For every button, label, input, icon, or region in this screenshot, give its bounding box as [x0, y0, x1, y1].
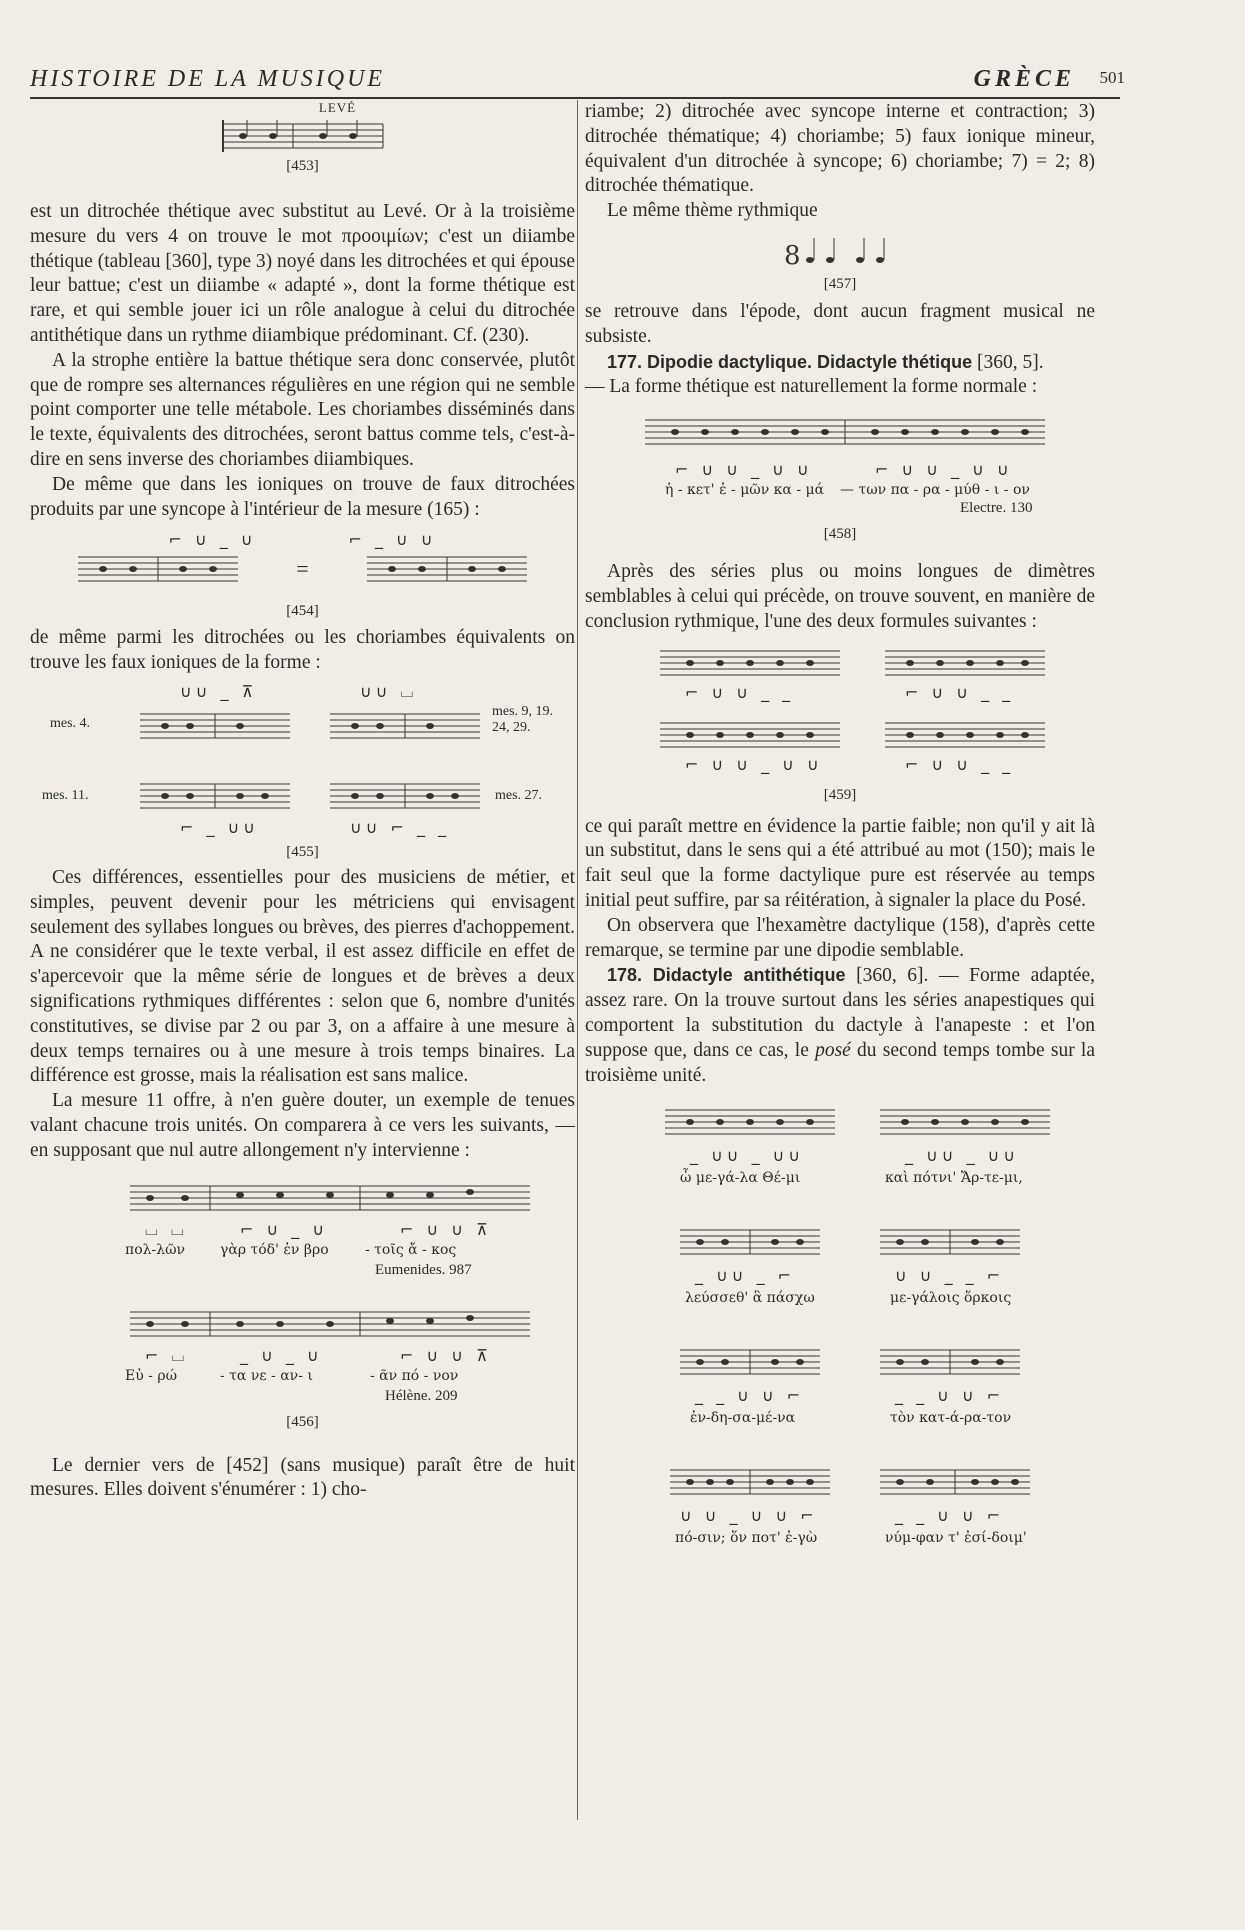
lyric-178-a1: ὦ με-γά-λα Θέ-μι: [680, 1170, 801, 1187]
meter-178-c2: _ _ ∪ ∪ ⌐: [895, 1386, 1005, 1406]
header-title: HISTOIRE DE LA MUSIQUE: [30, 66, 386, 92]
meter-456-6: ⌐ ∪ ∪ ⊼: [400, 1345, 492, 1365]
meter-456-1: ⌴ ⌴: [145, 1219, 188, 1239]
left-paragraph-6: La mesure 11 offre, à n'en guère douter, un exemple de tenues valant chacune trois unités. On comparera à ce vers les suivants, — en supposant que nul autre allongement n'y intervienne :: [30, 1090, 575, 1161]
meter-455-top-b: ∪∪ ⌴: [360, 681, 418, 701]
example-453: [30, 100, 575, 200]
heading-178: 178. Didactyle antithétique: [607, 965, 846, 986]
right-paragraph-7: On observera que l'hexamètre dactylique (158), d'après cette remarque, se termine par une dipodie semblable.: [585, 914, 1095, 961]
meter-459-3: ⌐ ∪ ∪ _ ∪ ∪: [685, 754, 823, 774]
lyric-178-b1: λεύσσεθ' ἃ πάσχω: [685, 1290, 815, 1307]
example-178-a: [585, 1098, 1095, 1218]
right-column: [585, 100, 1095, 1568]
staff-456-a: [130, 1178, 530, 1218]
heading-177: 177. Dipodie dactylique. Didactyle thétique: [607, 351, 973, 372]
staff-459-d: [885, 715, 1045, 755]
left-paragraph-3: De même que dans les ioniques on trouve de faux ditrochées produits par une syncope à l'intérieur de la mesure (165) :: [30, 473, 575, 520]
meter-455-bot-b: ∪∪ ⌐ _ _: [350, 817, 451, 837]
right-paragraph-6: ce qui paraît mettre en évidence la partie faible; non qu'il y ait là un substitut, dans le sens qui a été attribué au mot (150); mais le fait seul que la forme dactylique pure est réservée au temps initial peut suffire, par sa réitération, à signaler la place du Posé.: [585, 815, 1095, 911]
meter-178-b2: ∪ ∪ _ _ ⌐: [895, 1266, 1005, 1286]
example-459: [585, 635, 1095, 815]
meter-178-d2: _ _ ∪ ∪ ⌐: [895, 1506, 1005, 1526]
label-mes-9: mes. 9, 19. 24, 29.: [492, 703, 554, 735]
label-mes-4: mes. 4.: [50, 715, 91, 731]
source-456-2: Hélène. 209: [385, 1387, 458, 1404]
staff-455-b: [330, 706, 480, 746]
lyric-178-c1: ἐν-δη-σα-μέ-να: [690, 1410, 796, 1427]
caption-456: [456]: [286, 1413, 319, 1430]
lyric-456-5: - τα νε - αν- ι: [220, 1367, 313, 1384]
left-column: [30, 100, 575, 1503]
staff-178-b2: [880, 1222, 1020, 1262]
source-456-1: Eumenides. 987: [375, 1261, 472, 1278]
staff-455-c: [140, 776, 290, 816]
pose-term: posé: [815, 1039, 851, 1061]
example-178-d: [585, 1458, 1095, 1568]
meter-459-2: ⌐ ∪ ∪ _ _: [905, 682, 1015, 702]
example-178-c: [585, 1338, 1095, 1458]
lyric-456-4: Εὐ - ρώ: [125, 1367, 178, 1384]
staff-456-b: [130, 1304, 530, 1344]
caption-454: [454]: [286, 603, 319, 620]
staff-178-d1: [670, 1462, 830, 1502]
meter-178-d1: ∪ ∪ _ ∪ ∪ ⌐: [680, 1506, 818, 1526]
caption-453: [453]: [286, 158, 319, 174]
heading-177-ref: [360, 5].: [976, 351, 1044, 373]
staff-178-a2: [880, 1102, 1050, 1142]
example-457: [585, 228, 1095, 300]
left-paragraph-4: de même parmi les ditrochées ou les choriambes équivalents on trouve les faux ioniques de la forme :: [30, 627, 575, 674]
left-paragraph-7: Le dernier vers de [452] (sans musique) paraît être de huit mesures. Elles doivent s'énumérer : 1) cho-: [30, 1454, 575, 1501]
lyric-456-2: γὰρ τόδ' ἐν βρο: [220, 1241, 329, 1258]
header-section: GRÈCE: [973, 66, 1075, 92]
meter-178-c1: _ _ ∪ ∪ ⌐: [695, 1386, 805, 1406]
heading-178-ref: [360, 6].: [856, 965, 929, 987]
lyric-456-3: - τοῖς ἄ - κος: [365, 1241, 457, 1258]
left-paragraph-2: A la strophe entière la battue thétique sera donc conservée, plutôt que de rompre ses alternances régulières en une région qui ne semble point comporter une telle métabole. Les choriambes disséminés dans le texte, équivalents des ditrochées, seront battus comme tels, c'est-à-dire en sens inverse des choriambes diiambiques.: [30, 349, 575, 470]
meter-454-b: ⌐ _ ∪ ∪: [348, 530, 437, 550]
lyric-456-1: πολ-λῶν: [125, 1241, 186, 1258]
lyric-458-b: — των πα - ρα - μύθ - ι - ον: [840, 482, 1030, 499]
staff-178-a1: [665, 1102, 835, 1142]
staff-459-a: [660, 643, 840, 683]
caption-458: [458]: [823, 526, 857, 543]
lyric-178-a2: καὶ πότνι' Ἄρ-τε-μι,: [885, 1170, 1023, 1187]
running-header: [30, 66, 1125, 96]
meter-459-4: ⌐ ∪ ∪ _ _: [905, 754, 1015, 774]
meter-456-4: ⌐ ⌴: [145, 1345, 189, 1365]
example-455: [30, 676, 575, 866]
column-divider: [577, 100, 578, 1820]
meter-178-a2: _ ∪∪ _ ∪∪: [905, 1146, 1020, 1166]
staff-453: [213, 116, 393, 156]
right-paragraph-8a: — Forme adaptée, assez rare. On la trouve surtout dans les séries anapestiques qui comportent la substitution du dactyle à l'anapeste : et l'on suppose que, dans ce cas, le: [585, 965, 1096, 1061]
right-paragraph-8b: du second temps tombe sur la troisième unité.: [585, 1039, 1096, 1086]
label-mes-27: mes. 27.: [495, 787, 543, 803]
staff-178-c1: [680, 1342, 820, 1382]
notes-457: [780, 228, 900, 274]
meter-455-bot-a: ⌐ _ ∪∪: [180, 817, 259, 837]
example-178-b: [585, 1218, 1095, 1338]
example-458: [585, 400, 1095, 560]
right-paragraph-4: — La forme thétique est naturellement la forme normale :: [585, 376, 1038, 398]
example-454: [30, 530, 575, 620]
caption-459: [459]: [823, 786, 857, 803]
lyric-178-b2: με-γάλοις ὅρκοις: [890, 1290, 1012, 1307]
right-paragraph-5: Après des séries plus ou moins longues de dimètres semblables à celui qui précède, on trouve souvent, en manière de conclusion rythmique, l'une des deux formules suivantes :: [585, 561, 1095, 632]
equals-sign: =: [296, 556, 309, 582]
staff-178-d2: [880, 1462, 1030, 1502]
left-paragraph-1: est un ditrochée thétique avec substitut au Levé. Or à la troisième mesure du vers 4 on trouve le mot προοιμίων; c'est un diiambe thétique (tableau [360], type 3) noyé dans les ditrochées et qui épouse leur battue; c'est un diiambe « adapté », dont la forme thétique est rare, et qui semble jouer ici un rôle analogue à celui du ditrochée antithétique dans un rythme diiambique prédominant. Cf. (230).: [30, 201, 575, 346]
lyric-178-d1: πό-σιν; ὅν ποτ' ἐ-γὼ: [675, 1530, 818, 1547]
staff-458: [645, 408, 1045, 458]
caption-455: [455]: [286, 843, 319, 860]
staff-455-d: [330, 776, 480, 816]
meter-178-b1: _ ∪∪ _ ⌐: [695, 1266, 796, 1286]
staff-455-a: [140, 706, 290, 746]
staff-454-a: [78, 549, 238, 589]
example-456: [30, 1164, 575, 1454]
right-paragraph-2: Le même thème rythmique: [607, 200, 818, 222]
staff-454-b: [367, 549, 527, 589]
leve-label: LEVÉ: [318, 100, 357, 115]
staff-459-c: [660, 715, 840, 755]
caption-457: [457]: [823, 275, 857, 292]
svg-text:8: 8: [784, 240, 801, 271]
lyric-178-d2: νύμ-φαν τ' ἐσί-δοιμ': [885, 1530, 1027, 1547]
meter-458-b: ⌐ ∪ ∪ _ ∪ ∪: [875, 460, 1013, 480]
source-458: Electre. 130: [960, 500, 1033, 517]
staff-178-c2: [880, 1342, 1020, 1382]
label-mes-11: mes. 11.: [42, 787, 89, 803]
lyric-178-c2: τὸν κατ-ά-ρα-τον: [890, 1410, 1012, 1427]
staff-178-b1: [680, 1222, 820, 1262]
lyric-456-6: - ᾶν πό - νον: [370, 1367, 459, 1384]
meter-455-top-a: ∪∪ _ ⊼: [180, 681, 258, 701]
page-number: 501: [1099, 68, 1125, 87]
meter-456-3: ⌐ ∪ ∪ ⊼: [400, 1219, 492, 1239]
meter-456-2: ⌐ ∪ _ ∪: [240, 1219, 329, 1239]
staff-459-b: [885, 643, 1045, 683]
header-rule: [30, 97, 1120, 99]
right-paragraph-1: riambe; 2) ditrochée avec syncope interne et contraction; 3) ditrochée thématique; 4) choriambe; 5) faux ionique mineur, équivalent d'un ditrochée à syncope; 6) choriambe; 7) = 2; 8) ditrochée thématique.: [585, 101, 1095, 197]
meter-456-5: _ ∪ _ ∪: [240, 1345, 323, 1365]
meter-454-a: ⌐ ∪ _ ∪: [168, 530, 257, 550]
lyric-458-a: ἡ - κετ' ἐ - μῶν κα - μά: [665, 482, 825, 499]
meter-458-a: ⌐ ∪ ∪ _ ∪ ∪: [675, 460, 813, 480]
meter-459-1: ⌐ ∪ ∪ _ _: [685, 682, 795, 702]
right-paragraph-3: se retrouve dans l'épode, dont aucun fragment musical ne subsiste.: [585, 300, 1095, 347]
left-paragraph-5: Ces différences, essentielles pour des musiciens de métier, et simples, peuvent devenir pour les métriciens qui envisagent seulement des syllabes longues ou brèves, des pierres d'achoppement. A ne considérer que le texte verbal, il est assez difficile en effet de s'apercevoir que la même série de longues et de brèves a deux significations rythmiques différentes : selon que 6, nombre d'unités constitutives, se divise par 2 ou par 3, on a affaire à une mesure à deux temps ternaires ou à une mesure à trois temps binaires. La différence est grosse, mais la réalisation est sans malice.: [30, 866, 575, 1087]
meter-178-a1: _ ∪∪ _ ∪∪: [690, 1146, 805, 1166]
